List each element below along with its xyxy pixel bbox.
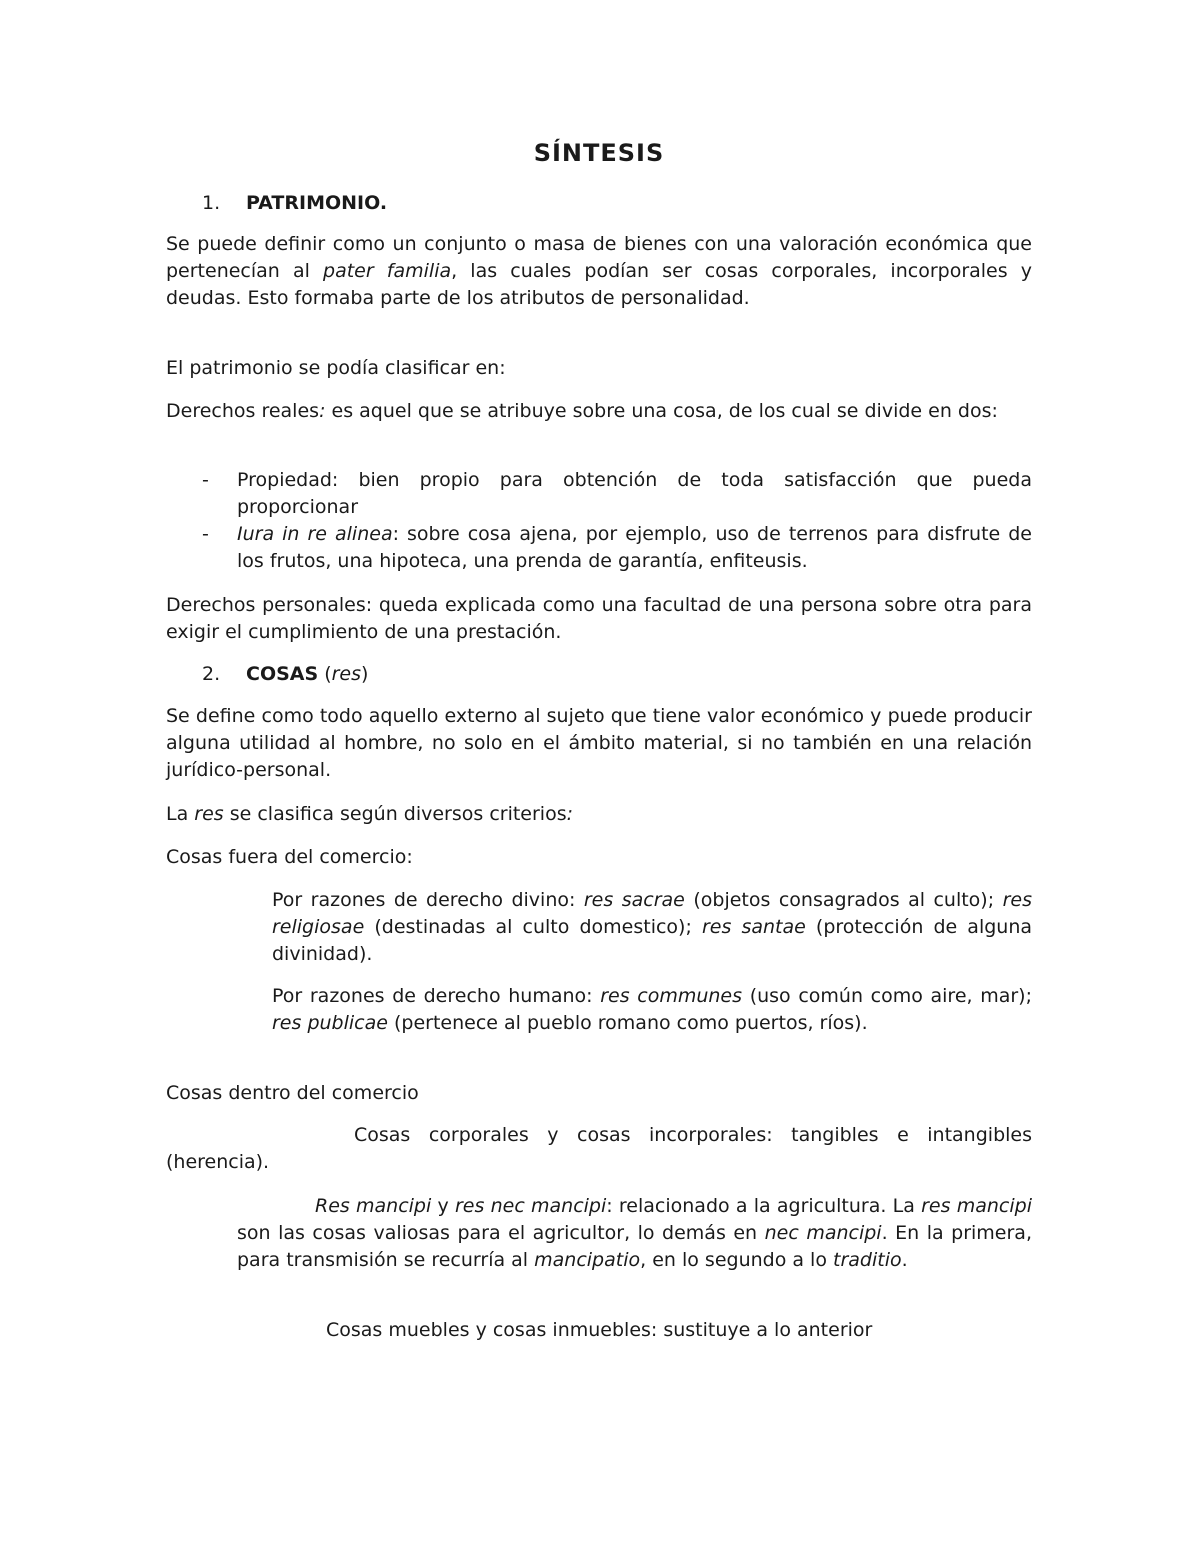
paragraph-derecho-humano: Por razones de derecho humano: res communes (uso común como aire, mar); res publicae (pertenece al pueblo romano como puertos, ríos). bbox=[272, 985, 1032, 1034]
section-number: 1. bbox=[202, 192, 221, 214]
paragraph-derecho-divino: Por razones de derecho divino: res sacrae (objetos consagrados al culto); res religiosae (destinadas al culto domestico); res santae (protección de alguna divinidad). bbox=[272, 889, 1033, 965]
list-item-iura bbox=[166, 521, 1032, 575]
paragraph-muebles: Cosas muebles y cosas inmuebles: sustituye a lo anterior bbox=[326, 1319, 873, 1341]
section-heading-patrimonio bbox=[202, 190, 387, 217]
section-title: PATRIMONIO. bbox=[246, 192, 388, 214]
paragraph-dentro-comercio: Cosas dentro del comercio bbox=[166, 1082, 419, 1104]
paragraph-fuera-comercio: Cosas fuera del comercio: bbox=[166, 846, 413, 868]
paragraph-res-criterios: La res se clasifica según diversos criterios: bbox=[166, 803, 574, 825]
bullet-dash: - bbox=[202, 523, 209, 545]
paragraph-patrimonio-definition: Se puede definir como un conjunto o masa de bienes con una valoración económica que pertenecían al pater familia, las cuales podían ser cosas corporales, incorporales y deudas. Esto formaba parte de los atributos de personalidad. bbox=[166, 233, 1033, 309]
list-item-propiedad bbox=[166, 467, 1032, 521]
section-number: 2. bbox=[202, 663, 221, 685]
list-item-text: Iura in re alinea: sobre cosa ajena, por ejemplo, uso de terrenos para disfrute de los frutos, una hipoteca, una prenda de garantía, enfiteusis. bbox=[237, 523, 1032, 572]
paragraph-classification-intro: El patrimonio se podía clasificar en: bbox=[166, 357, 506, 379]
paragraph-derechos-reales: Derechos reales: es aquel que se atribuye sobre una cosa, de los cual se divide en dos: bbox=[166, 400, 998, 422]
paragraph-res-mancipi: Res mancipi y res nec mancipi: relacionado a la agricultura. La res mancipi son las cosas valiosas para el agricultor, lo demás en nec mancipi. En la primera, para transmisión se recurría al mancipatio, en lo segundo a lo traditio. bbox=[237, 1195, 1032, 1271]
paragraph-cosas-definition: Se define como todo aquello externo al sujeto que tiene valor económico y puede producir alguna utilidad al hombre, no solo en el ámbito material, si no también en una relación jurídico-personal. bbox=[166, 705, 1032, 781]
document-title: SÍNTESIS bbox=[533, 139, 665, 167]
section-heading-cosas: 2. COSAS (res) bbox=[202, 661, 368, 688]
paragraph-corporales: Cosas corporales y cosas incorporales: tangibles e intangibles (herencia). bbox=[166, 1124, 1032, 1173]
list-item-text: Propiedad: bien propio para obtención de toda satisfacción que pueda proporcionar bbox=[237, 469, 1032, 518]
bullet-dash: - bbox=[202, 469, 209, 491]
section-title: COSAS bbox=[246, 663, 319, 685]
paragraph-derechos-personales: Derechos personales: queda explicada como una facultad de una persona sobre otra para exigir el cumplimiento de una prestación. bbox=[166, 594, 1032, 643]
